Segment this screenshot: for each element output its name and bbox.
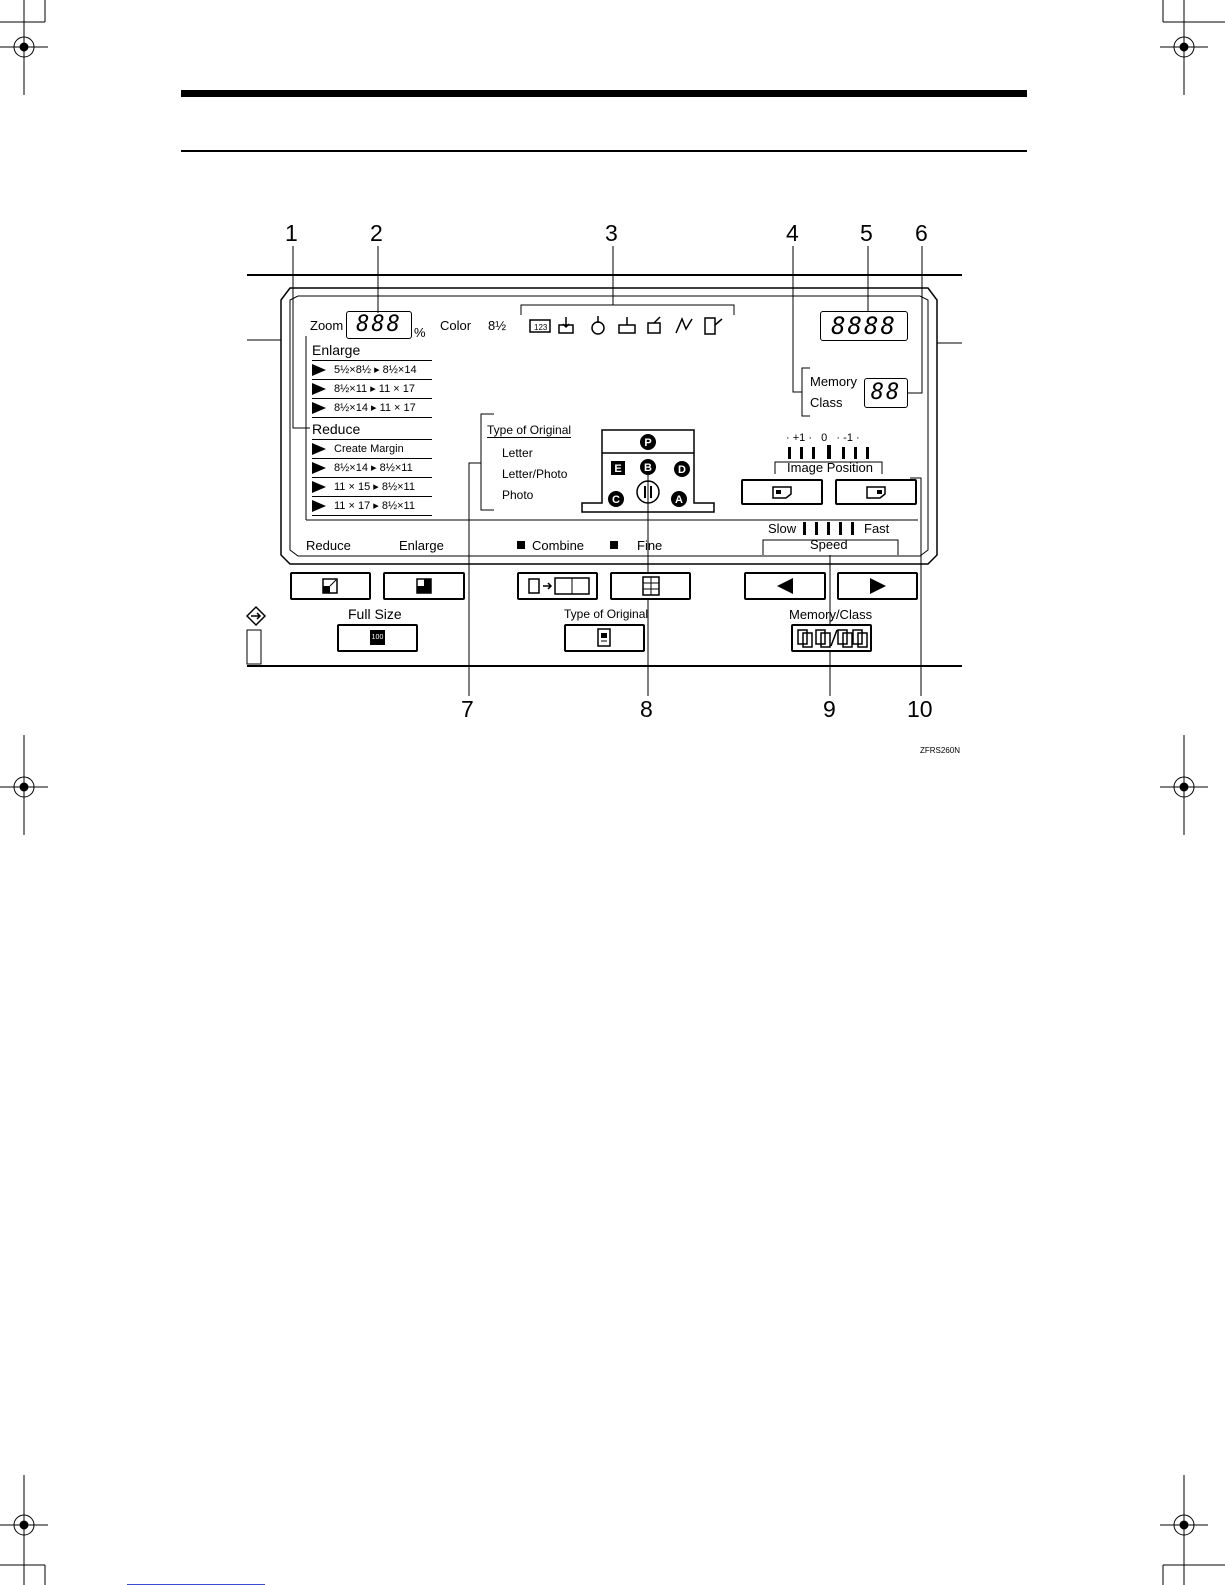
zoom-display: 888 — [346, 311, 412, 339]
speed-down-button[interactable] — [744, 572, 826, 600]
memory-display: 88 — [864, 378, 908, 408]
fine-button[interactable] — [610, 572, 691, 600]
callout-5: 5 — [860, 220, 873, 246]
reduce-title: Reduce — [312, 421, 432, 440]
svg-text:P: P — [644, 437, 652, 449]
reduce-item: Create Margin — [312, 441, 432, 459]
reduce-item: 8½×14 ▸ 8½×11 — [312, 460, 432, 478]
paper-size-label: 8½ — [488, 318, 507, 333]
callout-10: 10 — [907, 696, 933, 722]
reduce-label: Reduce — [306, 538, 351, 553]
reduce-item: 11 × 17 ▸ 8½×11 — [312, 498, 432, 516]
original-item-letter: Letter — [502, 446, 533, 460]
image-position-scale: · +1 · 0 · -1 · — [786, 432, 860, 444]
speed-label: Speed — [810, 537, 848, 552]
svg-text:C: C — [612, 494, 620, 506]
memory-class-label: Memory/Class — [789, 607, 873, 622]
callout-8: 8 — [640, 696, 653, 722]
callout-2: 2 — [370, 220, 383, 246]
image-position-right-button[interactable] — [835, 479, 917, 505]
full-size-label: Full Size — [348, 606, 402, 622]
memory-class-button[interactable] — [791, 624, 872, 652]
enlarge-item: 5½×8½ ▸ 8½×14 — [312, 362, 432, 380]
misfeed-icon — [559, 317, 573, 333]
enlarge-label: Enlarge — [399, 538, 444, 553]
speed-slow-label: Slow — [768, 521, 797, 536]
callout-9: 9 — [823, 696, 836, 722]
enlarge-item: 8½×14 ▸ 11 × 17 — [312, 400, 432, 418]
fine-label: Fine — [637, 538, 663, 553]
callout-7: 7 — [461, 696, 474, 722]
counter-icon-text: 123 — [534, 323, 548, 332]
image-position-label: Image Position — [787, 460, 873, 475]
original-title: Type of Original — [487, 423, 572, 437]
callout-1: 1 — [285, 220, 298, 246]
callout-4: 4 — [786, 220, 799, 246]
image-position-bars — [786, 445, 876, 461]
type-original-label: Type of Original — [564, 607, 649, 621]
combine-label: Combine — [532, 538, 585, 553]
type-original-button[interactable] — [564, 624, 645, 652]
percent-label: % — [414, 325, 426, 340]
add-paper-icon — [705, 318, 722, 334]
original-item-photo: Photo — [502, 488, 534, 502]
color-label: Color — [440, 318, 472, 333]
svg-text:D: D — [678, 464, 686, 476]
clear-modes-icon — [244, 604, 268, 628]
combine-indicator-icon — [517, 541, 525, 549]
reduce-list — [312, 421, 432, 516]
callout-6: 6 — [915, 220, 928, 246]
figure-code: ZFRS260N — [920, 746, 961, 755]
callout-3: 3 — [605, 220, 618, 246]
zoom-label: Zoom — [310, 318, 344, 333]
counter-display: 8888 — [820, 311, 908, 341]
speed-bars — [800, 522, 860, 536]
speed-up-button[interactable] — [837, 572, 918, 600]
call-service-icon — [676, 319, 692, 333]
memory-label: Memory — [810, 374, 857, 389]
cover-open-icon — [648, 317, 660, 333]
full-size-button[interactable] — [337, 624, 418, 652]
reduce-item: 11 × 15 ▸ 8½×11 — [312, 479, 432, 497]
class-label: Class — [810, 395, 843, 410]
enlarge-item: 8½×11 ▸ 11 × 17 — [312, 381, 432, 399]
enlarge-title: Enlarge — [312, 342, 432, 361]
drum-icon — [637, 481, 659, 503]
svg-text:A: A — [675, 494, 683, 506]
toner-icon — [592, 316, 604, 334]
enlarge-list — [312, 342, 432, 418]
reduce-button[interactable] — [290, 572, 371, 600]
enlarge-button[interactable] — [383, 572, 465, 600]
image-position-left-button[interactable] — [741, 479, 823, 505]
full-size-icon: 100 — [370, 630, 385, 645]
combine-button[interactable] — [517, 572, 598, 600]
speed-fast-label: Fast — [864, 521, 890, 536]
svg-text:B: B — [644, 462, 652, 474]
original-item-letter-photo: Letter/Photo — [502, 467, 568, 481]
svg-text:E: E — [614, 463, 622, 475]
fine-indicator-icon — [610, 541, 618, 549]
status-icons — [528, 315, 740, 337]
paper-tray-icon — [619, 317, 635, 333]
paper-path-diagram — [602, 430, 694, 512]
